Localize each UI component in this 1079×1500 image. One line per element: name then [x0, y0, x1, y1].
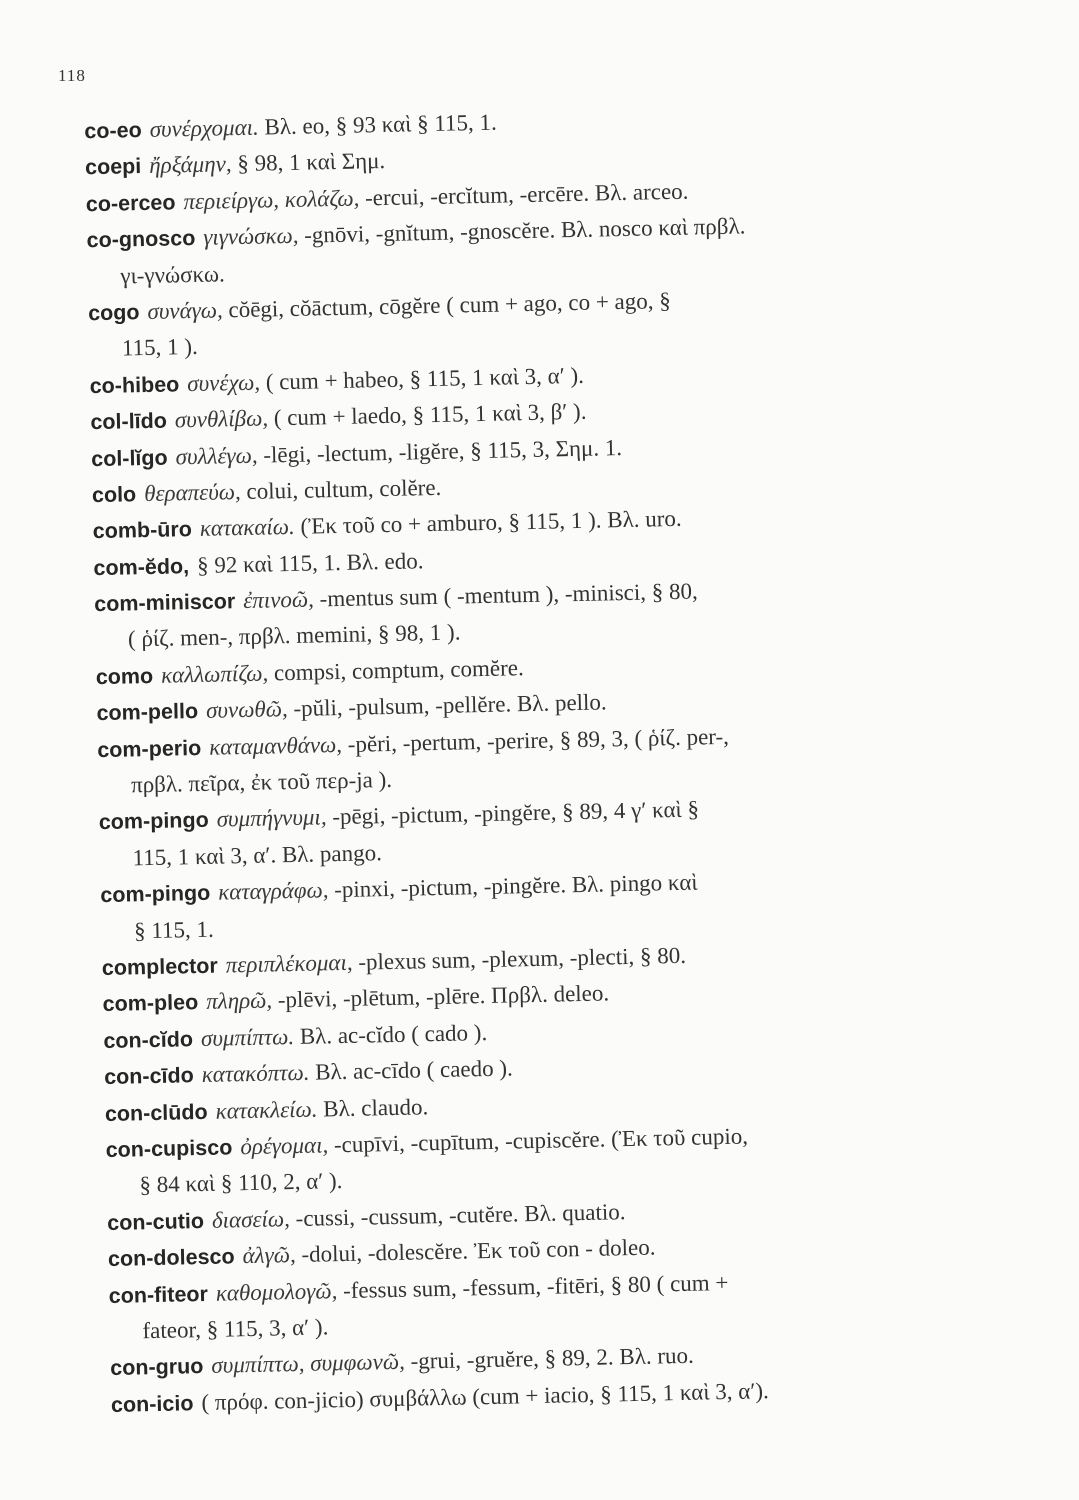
greek-gloss: κατακόπτω.: [201, 1059, 310, 1088]
entry-forms: ( cum + habeo, § 115, 1 καὶ 3, α′ ).: [259, 362, 585, 395]
entry-forms: colui, cultum, colĕre.: [240, 474, 442, 504]
headword: com-pingo: [100, 880, 211, 908]
greek-gloss: συνέρχομαι.: [149, 114, 260, 142]
entry-forms: -ercui, -ercĭtum, -ercēre. Βλ. arceo.: [359, 178, 689, 211]
page-number: 118: [58, 66, 86, 85]
headword: con-cĭdo: [103, 1026, 194, 1053]
greek-gloss: περιπλέκομαι,: [225, 949, 353, 978]
entry-forms: -cussi, -cussum, -cutĕre. Βλ. quatio.: [289, 1198, 626, 1231]
headword: co-hibeo: [89, 372, 180, 398]
entry-forms: -pinxi, -pictum, -pingĕre. Βλ. pingo καὶ: [328, 869, 698, 903]
entry-forms: Βλ. ac-cĭdo ( cado ).: [293, 1019, 488, 1049]
entry-forms: -plexus sum, -plexum, -plecti, § 80.: [352, 942, 687, 975]
greek-gloss: ἀλγῶ,: [242, 1242, 296, 1269]
entry-list: [0, 92, 1079, 1424]
continuation-text: fateor, § 115, 3, α′ ).: [142, 1314, 329, 1344]
greek-gloss: κατακλείω.: [215, 1096, 318, 1124]
continuation-text: γι-γνώσκω.: [120, 260, 226, 289]
entry-forms: compsi, comptum, comĕre.: [268, 655, 524, 686]
greek-gloss: πληρῶ,: [205, 987, 273, 1015]
entry-forms: -fessus sum, -fessum, -fitēri, § 80 ( cum +: [337, 1269, 729, 1303]
entry-forms: Βλ. claudo.: [317, 1093, 429, 1122]
greek-gloss: καταμανθάνω,: [208, 731, 343, 760]
greek-gloss: ὀρέγομαι,: [240, 1132, 329, 1160]
headword: comb-ūro: [92, 517, 193, 544]
entry-forms: -cupīvi, -cupītum, -cupiscĕre. (Ἐκ τοῦ cupio,: [327, 1123, 749, 1158]
headword: como: [95, 663, 154, 689]
entry-forms: § 98, 1 καὶ Σημ.: [231, 148, 386, 177]
headword: com-pleo: [102, 990, 199, 1017]
greek-gloss: γιγνώσκω,: [203, 222, 299, 250]
headword: con-fiteor: [108, 1281, 209, 1308]
headword: cogo: [87, 300, 140, 326]
greek-gloss: συμπίπτω, συμφωνῶ,: [211, 1349, 406, 1379]
headword: co-erceo: [85, 190, 176, 216]
headword: com-perio: [97, 735, 202, 762]
continuation-text: 115, 1 καὶ 3, α′. Βλ. pango.: [132, 839, 383, 871]
headword: co-gnosco: [86, 226, 196, 253]
headword: com-ĕdo,: [93, 553, 190, 580]
greek-gloss: περιείργω, κολάζω,: [183, 185, 360, 214]
headword: con-clūdo: [104, 1099, 208, 1126]
entry-forms: -pĕri, -pertum, -perire, § 89, 3, ( ῥίζ. per-,: [341, 723, 730, 757]
continuation-text: 115, 1 ).: [121, 334, 198, 361]
continuation-text: πρβλ. πεῖρα, ἐκ τοῦ περ-ja ).: [130, 766, 393, 798]
headword: col-līdo: [90, 408, 168, 435]
entry-forms: -plēvi, -plētum, -plēre. Πρβλ. deleo.: [271, 980, 610, 1013]
entry-forms: § 92 καὶ 115, 1. Βλ. edo.: [196, 547, 424, 578]
greek-gloss: θεραπεύω,: [143, 478, 242, 506]
greek-gloss: συνωθῶ,: [205, 696, 288, 724]
entry-forms: Βλ. eo, § 93 καὶ § 115, 1.: [258, 109, 497, 140]
entry-forms: -mentus sum ( -mentum ), -minisci, § 80,: [313, 578, 698, 612]
headword: co-eo: [84, 118, 142, 144]
headword: con-gruo: [110, 1354, 204, 1381]
entry-forms: (Ἐκ τοῦ co + amburo, § 115, 1 ). Βλ. uro.: [294, 506, 682, 540]
greek-gloss: καταγράφω,: [217, 877, 329, 905]
entry-forms: cŏēgi, cŏāctum, cōgĕre ( cum + ago, co + ago, §: [222, 287, 671, 323]
greek-gloss: συμπήγνυμι,: [216, 804, 327, 833]
entry-forms: -lēgi, -lectum, -ligĕre, § 115, 3, Σημ. 1.: [257, 434, 623, 468]
headword: col-lĭgo: [90, 445, 168, 471]
headword: complector: [101, 953, 219, 981]
headword: con-dolesco: [107, 1244, 235, 1272]
greek-gloss: ἐπινοῶ,: [242, 586, 315, 614]
headword: com-pello: [96, 699, 199, 726]
entry-forms: Βλ. ac-cīdo ( caedo ).: [309, 1055, 514, 1085]
entry-forms: -pŭli, -pulsum, -pellĕre. Βλ. pello.: [287, 689, 607, 722]
greek-gloss: συνέχω,: [186, 369, 261, 396]
entry-forms: -grui, -gruĕre, § 89, 2. Βλ. ruo.: [404, 1343, 695, 1375]
entry-forms: -dolui, -dolescĕre. Ἐκ τοῦ con - doleo.: [295, 1234, 656, 1268]
greek-gloss: καθομολογῶ,: [215, 1277, 338, 1306]
continuation-text: § 84 καὶ § 110, 2, α′ ).: [139, 1168, 343, 1198]
headword: con-cīdo: [103, 1063, 194, 1090]
greek-gloss: συνθλίβω,: [174, 405, 269, 433]
greek-gloss: καλλωπίζω,: [160, 660, 269, 688]
greek-gloss: συλλέγω,: [175, 442, 258, 469]
headword: coepi: [84, 154, 142, 180]
greek-gloss: κατακαίω.: [199, 514, 296, 542]
greek-gloss: διασείω,: [211, 1205, 291, 1233]
entry-forms: -gnōvi, -gnĭtum, -gnoscĕre. Βλ. nosco καὶ πρβλ.: [298, 213, 746, 248]
headword: colo: [91, 482, 137, 508]
entry-forms: ( cum + laedo, § 115, 1 καὶ 3, β′ ).: [267, 398, 587, 431]
entry-forms: ( πρόφ. con-jicio) συμβάλλω (cum + iacio, § 115, 1 καὶ 3, α′).: [201, 1377, 769, 1415]
headword: con-cupisco: [105, 1135, 233, 1162]
headword: com-miniscor: [94, 589, 236, 617]
entry-forms: -pēgi, -pictum, -pingĕre, § 89, 4 γ′ καὶ §: [326, 796, 700, 830]
headword: con-icio: [110, 1390, 194, 1417]
headword: com-pingo: [98, 808, 209, 835]
greek-gloss: ἤρξάμην,: [148, 151, 232, 179]
continuation-text: ( ῥίζ. men-, πρβλ. memini, § 98, 1 ).: [127, 619, 461, 652]
headword: con-cutio: [106, 1208, 205, 1235]
greek-gloss: συνάγω,: [147, 297, 223, 324]
continuation-text: § 115, 1.: [133, 916, 215, 943]
greek-gloss: συμπίπτω.: [200, 1023, 295, 1051]
